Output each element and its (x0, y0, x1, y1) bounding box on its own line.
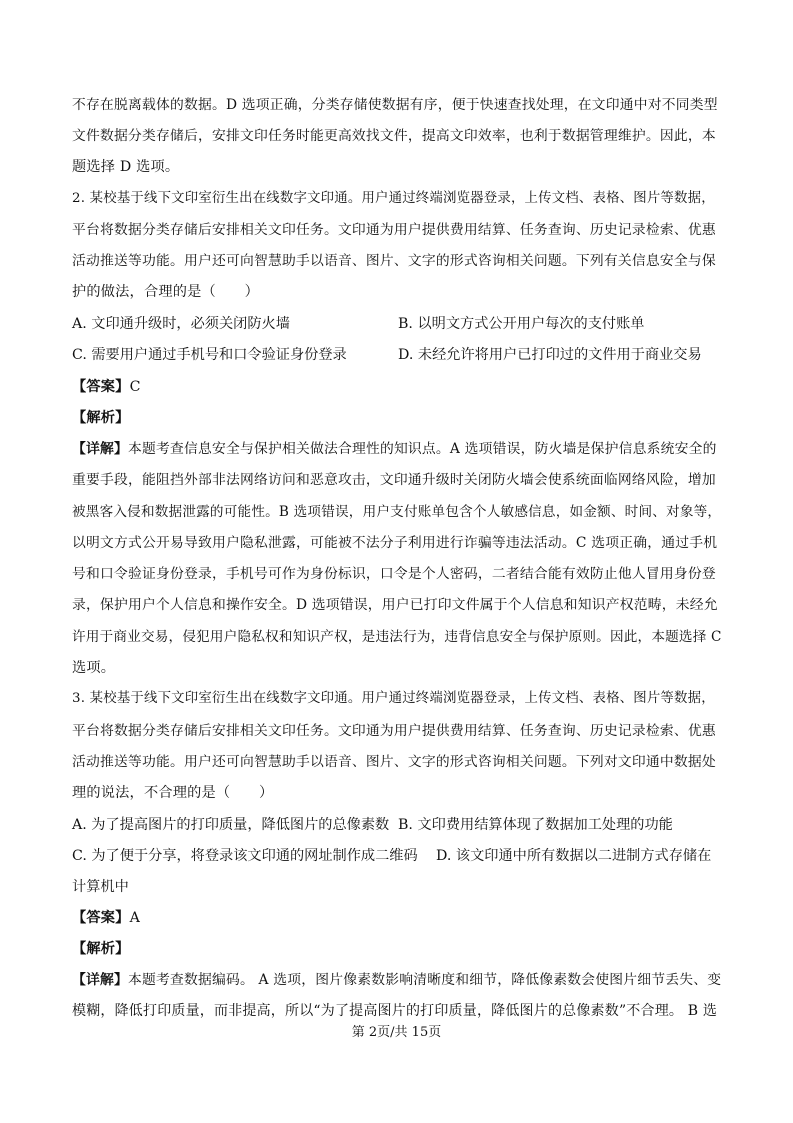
answer-tag: 【答案】 (72, 379, 130, 395)
question-3-analysis-tag (72, 939, 130, 959)
question-3-stem: 理的说法，不合理的是（ ） (72, 785, 274, 801)
detail-text: 本题考查信息安全与保护相关做法合理性的知识点。A 选项错误，防火墙是保护信息系统安全的 (128, 441, 717, 457)
question-3-option-a: A. 为了提高图片的打印质量，降低图片的总像素数 (72, 817, 390, 833)
analysis-tag: 【解析】 (72, 941, 130, 957)
question-2-detail: 选项。 (72, 660, 116, 676)
question-2-detail: 重要手段，能阻挡外部非法网络访问和恶意攻击，文印通升级时关闭防火墙会使系统面临网络风险，增加 (72, 472, 716, 488)
question-2-option-a: A. 文印通升级时，必须关闭防火墙 (72, 316, 290, 332)
question-3-detail (72, 970, 721, 990)
detail-tag: 【详解】 (72, 972, 128, 988)
answer-value: C (129, 379, 141, 395)
text-line: 不存在脱离载体的数据。D 选项正确，分类存储使数据有序，便于快速查找处理，在文印通中对不同类型 (72, 97, 718, 113)
question-2-stem: 平台将数据分类存储后安排相关文印任务。文印通为用户提供费用结算、任务查询、历史记录检索、优惠 (72, 222, 716, 238)
question-2-stem: 2. 某校基于线下文印室衍生出在线数字文印通。用户通过终端浏览器登录，上传文档、表格、图片等数据， (72, 191, 715, 206)
answer-value: A (129, 910, 141, 926)
question-2-stem: 活动推送等功能。用户还可向智慧助手以语音、图片、文字的形式咨询相关问题。下列有关信息安全与保 (72, 253, 716, 269)
question-2-stem: 护的做法，合理的是（ ） (72, 284, 260, 300)
analysis-tag: 【解析】 (72, 410, 130, 426)
detail-text: 本题考查数据编码。 A 选项，图片像素数影响清晰度和细节，降低像素数会使图片细节丢失、变 (128, 972, 722, 988)
question-3-stem: 活动推送等功能。用户还可向智慧助手以语音、图片、文字的形式咨询相关问题。下列对文印通中数据处 (72, 754, 716, 770)
question-2-detail: 许用于商业交易，侵犯用户隐私权和知识产权，是违法行为，违背信息安全与保护原则。因此，本题选择 C (72, 629, 722, 645)
question-2-option-b: B. 以明文方式公开用户每次的支付账单 (398, 316, 645, 332)
question-2-detail: 以明文方式公开易导致用户隐私泄露，可能被不法分子利用进行诈骗等违法活动。C 选项正确，通过手机 (72, 535, 718, 551)
question-2-detail (72, 439, 717, 459)
detail-tag: 【详解】 (72, 441, 128, 457)
text-line: 题选择 D 选项。 (72, 159, 180, 175)
question-3-option-d: D. 该文印通中所有数据以二进制方式存储在 (436, 848, 712, 864)
question-3-option-b: B. 文印费用结算体现了数据加工处理的功能 (398, 817, 673, 833)
question-3-detail: 模糊，降低打印质量，而非提高，所以“为了提高图片的打印质量，降低图片的总像素数”不合理。 B 选 (72, 1003, 718, 1019)
question-2-detail: 录，保护用户个人信息和操作安全。D 选项错误，用户已打印文件属于个人信息和知识产权范畴，未经允 (72, 597, 718, 613)
question-3-answer (72, 908, 140, 928)
question-2-detail: 被黑客入侵和数据泄露的可能性。B 选项错误，用户支付账单包含个人敏感信息，如金额、时间、对象等， (72, 504, 722, 520)
question-2-option-d: D. 未经允许将用户已打印过的文件用于商业交易 (398, 347, 702, 363)
question-2-analysis-tag (72, 408, 130, 428)
question-2-option-c: C. 需要用户通过手机号和口令验证身份登录 (72, 347, 347, 363)
question-3-stem: 平台将数据分类存储后安排相关文印任务。文印通为用户提供费用结算、任务查询、历史记录检索、优惠 (72, 723, 716, 739)
question-2-answer (72, 377, 141, 397)
page-footer: 第 2页/共 15页 (351, 1025, 442, 1040)
question-2-detail: 号和口令验证身份登录，手机号可作为身份标识，口令是个人密码，二者结合能有效防止他人冒用身份登 (72, 566, 716, 582)
question-3-option-c: C. 为了便于分享，将登录该文印通的网址制作成二维码 (72, 848, 418, 864)
text-line: 文件数据分类存储后，安排文印任务时能更高效找文件，提高文印效率，也利于数据管理维护。因此，本 (72, 128, 716, 144)
question-3-option-d-continued: 计算机中 (72, 879, 129, 895)
answer-tag: 【答案】 (72, 910, 130, 926)
question-3-stem: 3. 某校基于线下文印室衍生出在线数字文印通。用户通过终端浏览器登录，上传文档、表格、图片等数据， (72, 691, 715, 706)
